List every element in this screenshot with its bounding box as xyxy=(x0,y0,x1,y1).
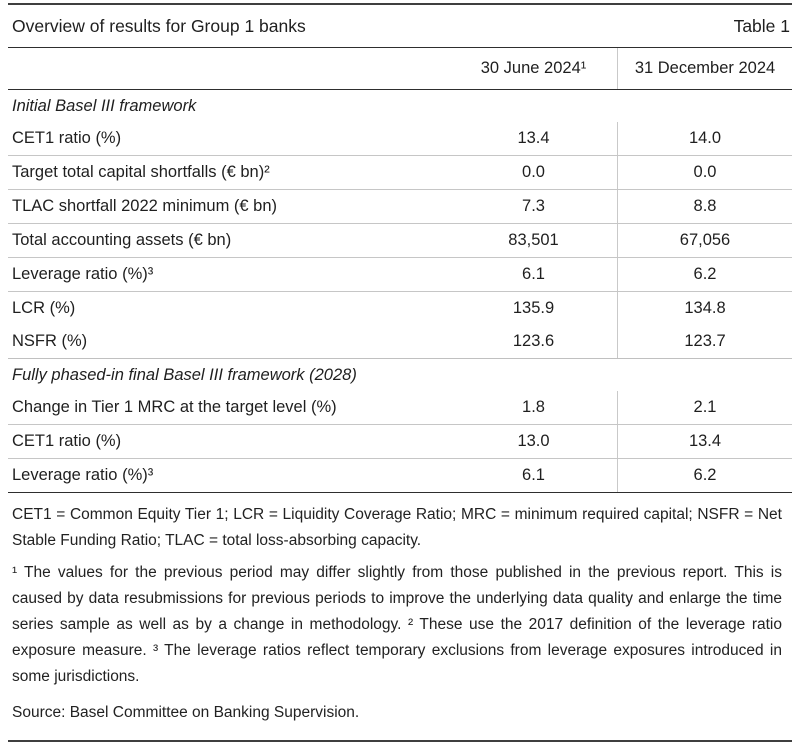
source-line: Source: Basel Committee on Banking Supervision. xyxy=(12,704,360,721)
value-june: 0.0 xyxy=(522,163,545,181)
row-label: Leverage ratio (%)³ xyxy=(12,466,154,484)
table-row-tier1-mrc-change xyxy=(8,391,792,424)
section-label: Fully phased-in final Basel III framework (2028) xyxy=(12,365,357,384)
header-june-2024: 30 June 2024¹ xyxy=(480,59,587,77)
table-row-total-assets xyxy=(8,223,792,257)
value-june: 13.4 xyxy=(517,129,550,147)
row-label: Change in Tier 1 MRC at the target level (%) xyxy=(12,398,337,416)
value-june: 135.9 xyxy=(512,299,555,317)
numbered-footnotes: ¹ The values for the previous period may differ slightly from those published in the previous report. This is caused by data resubmissions for previous periods to improve the underlying data quality and enlarge the time series sample as well as by a change in methodology. ² These use the 2017 definition of the leverage ratio exposure measure. ³ The leverage ratios reflect temporary exclusions from leverage exposures introduced in some jurisdictions. xyxy=(12,564,782,685)
row-label: Total accounting assets (€ bn) xyxy=(12,231,232,249)
value-december: 6.2 xyxy=(617,459,792,492)
row-label: Target total capital shortfalls (€ bn)² xyxy=(12,163,270,181)
value-december: 0.0 xyxy=(617,156,792,189)
value-december: 134.8 xyxy=(617,292,792,325)
table-title: Overview of results for Group 1 banks xyxy=(12,15,306,36)
table-number: Table 1 xyxy=(733,15,790,36)
table-row-tlac-shortfall xyxy=(8,189,792,223)
table-title-row xyxy=(8,5,792,47)
column-header-row xyxy=(8,48,792,89)
row-label: NSFR (%) xyxy=(12,332,88,350)
value-june: 123.6 xyxy=(512,332,555,350)
row-label: TLAC shortfall 2022 minimum (€ bn) xyxy=(12,197,278,215)
value-december: 67,056 xyxy=(617,224,792,257)
value-june: 1.8 xyxy=(522,398,545,416)
table-row-leverage-ratio-final xyxy=(8,458,792,492)
section-header-initial-basel xyxy=(8,90,792,122)
value-june: 83,501 xyxy=(508,231,559,249)
table-row-nsfr xyxy=(8,325,792,358)
value-december: 14.0 xyxy=(617,122,792,155)
header-label-cell xyxy=(8,48,450,89)
table-row-cet1-ratio xyxy=(8,122,792,155)
header-december-2024: 31 December 2024 xyxy=(617,48,792,89)
value-june: 6.1 xyxy=(522,265,545,283)
table-row-cet1-ratio-final xyxy=(8,424,792,458)
row-label: LCR (%) xyxy=(12,299,76,317)
table-row-leverage-ratio xyxy=(8,257,792,291)
abbreviations-note: CET1 = Common Equity Tier 1; LCR = Liquidity Coverage Ratio; MRC = minimum required capital; NSFR = Net Stable Funding Ratio; TLAC = total loss-absorbing capacity. xyxy=(12,506,782,549)
section-header-fully-phased-in xyxy=(8,358,792,391)
footnotes-block xyxy=(8,493,792,740)
value-june: 7.3 xyxy=(522,197,545,215)
row-label: CET1 ratio (%) xyxy=(12,129,122,147)
value-june: 6.1 xyxy=(522,466,545,484)
value-december: 123.7 xyxy=(617,325,792,358)
value-december: 13.4 xyxy=(617,425,792,458)
table-row-lcr xyxy=(8,291,792,325)
table-row-target-shortfalls xyxy=(8,155,792,189)
value-december: 2.1 xyxy=(617,391,792,424)
value-december: 6.2 xyxy=(617,258,792,291)
value-december: 8.8 xyxy=(617,190,792,223)
bottom-border-rule xyxy=(8,740,792,742)
value-june: 13.0 xyxy=(517,432,550,450)
table-1-sheet xyxy=(8,3,792,742)
row-label: Leverage ratio (%)³ xyxy=(12,265,154,283)
section-label: Initial Basel III framework xyxy=(12,96,197,115)
row-label: CET1 ratio (%) xyxy=(12,432,122,450)
